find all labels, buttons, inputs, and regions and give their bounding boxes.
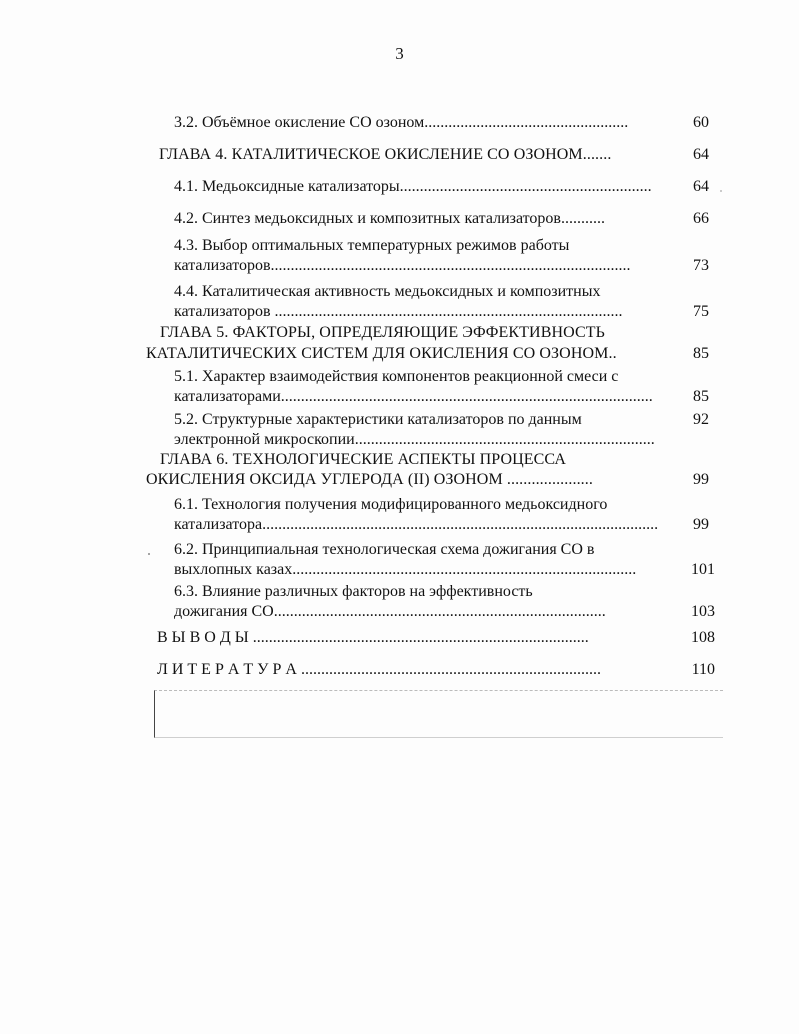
- toc-chapter-5-line-1: ГЛАВА 5. ФАКТОРЫ, ОПРЕДЕЛЯЮЩИЕ ЭФФЕКТИВНОСТЬ: [160, 324, 605, 341]
- toc-entry-4-3-line-2: катализаторов..........................................................................................: [174, 257, 631, 274]
- toc-page-4-1: 64: [693, 178, 709, 195]
- toc-entry-6-2-line-2: выхлопных казах......................................................................................: [174, 561, 637, 578]
- toc-entry-4-3-line-1: 4.3. Выбор оптимальных температурных режимов работы: [174, 237, 570, 254]
- toc-entry-5-1-line-1: 5.1. Характер взаимодействия компонентов реакционной смеси с: [174, 368, 619, 385]
- toc-chapter-6-line-2: ОКИСЛЕНИЯ ОКСИДА УГЛЕРОДА (II) ОЗОНОМ .....................: [146, 471, 593, 488]
- toc-entry-5-1-line-2: катализаторами.............................................................................................: [174, 388, 653, 405]
- toc-conclusions: В Ы В О Д Ы ....................................................................................: [157, 629, 589, 646]
- toc-page-5-2: 92: [693, 411, 709, 428]
- toc-page-chapter-5: 85: [693, 345, 709, 362]
- toc-page-literature: 110: [691, 661, 715, 678]
- toc-entry-4-1: 4.1. Медьоксидные катализаторы...............................................................: [174, 178, 652, 195]
- toc-entry-4-4-line-2: катализаторов .......................................................................................: [174, 303, 623, 320]
- scan-speck: [148, 553, 150, 555]
- toc-entry-6-3-line-1: 6.3. Влияние различных факторов на эффективность: [174, 583, 533, 600]
- toc-page-6-2: 101: [691, 561, 715, 578]
- toc-entry-4-4-line-1: 4.4. Каталитическая активность медьоксидных и композитных: [174, 283, 601, 300]
- toc-entry-5-2-line-1: 5.2. Структурные характеристики катализаторов по данным: [174, 411, 582, 428]
- toc-entry-5-2-line-2: электронной микроскопии...........................................................................: [174, 431, 655, 448]
- toc-page-4-2: 66: [693, 210, 709, 227]
- scan-speck: [720, 190, 722, 192]
- toc-literature: Л И Т Е Р А Т У Р А ...........................................................................: [157, 661, 601, 678]
- toc-page-conclusions: 108: [691, 629, 715, 646]
- toc-chapter-6-line-1: ГЛАВА 6. ТЕХНОЛОГИЧЕСКИЕ АСПЕКТЫ ПРОЦЕССА: [160, 451, 567, 468]
- toc-entry-6-1-line-1: 6.1. Технология получения модифицированного медьоксидного: [174, 496, 608, 513]
- toc-entry-3-2: 3.2. Объёмное окисление СО озоном...................................................: [174, 114, 629, 131]
- toc-entry-4-2: 4.2. Синтез медьоксидных и композитных катализаторов...........: [174, 210, 605, 227]
- toc-page-chapter-6: 99: [693, 471, 709, 488]
- toc-entry-6-3-line-2: дожигания СО...................................................................................: [174, 603, 606, 620]
- toc-page-5-1: 85: [693, 388, 709, 405]
- toc-page-4-4: 75: [693, 303, 709, 320]
- toc-page-chapter-4: 64: [693, 146, 709, 163]
- toc-page-6-3: 103: [691, 603, 715, 620]
- toc-entry-6-2-line-1: 6.2. Принципиальная технологическая схема дожигания СО в: [174, 541, 595, 558]
- toc-chapter-4: ГЛАВА 4. КАТАЛИТИЧЕСКОЕ ОКИСЛЕНИЕ СО ОЗОНОМ.......: [159, 146, 612, 163]
- page-number: 3: [395, 44, 404, 63]
- toc-page-6-1: 99: [693, 516, 709, 533]
- toc-page-4-3: 73: [693, 257, 709, 274]
- toc-page-3-2: 60: [693, 114, 709, 131]
- toc-chapter-5-line-2: КАТАЛИТИЧЕСКИХ СИСТЕМ ДЛЯ ОКИСЛЕНИЯ СО ОЗОНОМ..: [146, 345, 617, 362]
- toc-entry-6-1-line-2: катализатора...................................................................................................: [174, 516, 659, 533]
- scan-artifact-frame: [154, 690, 723, 738]
